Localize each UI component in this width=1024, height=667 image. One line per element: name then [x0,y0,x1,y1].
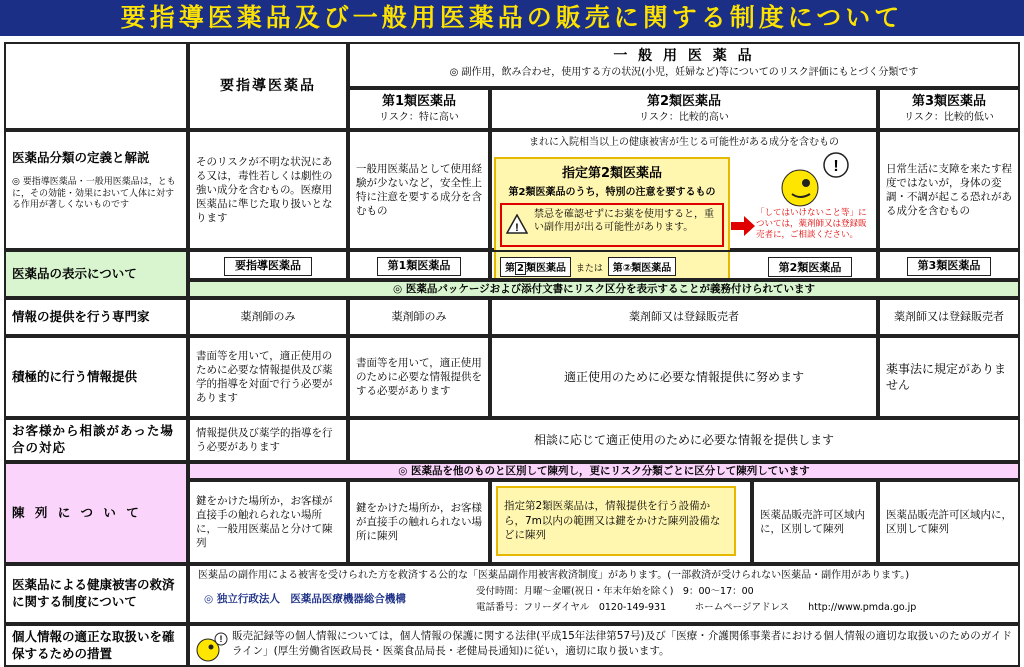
pharmacist-mascot-icon [778,150,858,210]
header-ippan-title: 一 般 用 医 薬 品 [613,48,755,64]
warning-icon [506,214,528,234]
shelf-c2-shitei: 指定第2類医薬品は，情報提供を行う設備から，7m以内の範囲又は鍵をかけた陳列設備などに陳列 [496,486,736,556]
definition-c3: 日常生活に支障を来たす程度ではないが，身体の変調・不調が起こる恐れがある成分を含むもの [878,130,1020,250]
header-ippan-note: ◎ 副作用，飲み合わせ，使用する方の状況(小児，妊婦など)等についてのリスク評価にもとづく分類です [449,66,919,78]
badge-c1: 第1類医薬品 [377,257,462,276]
header-c1-name: 第1類医薬品 [381,94,457,109]
shelf-c1: 鍵をかけた場所か，お客様が直接手の触れられない場所に陳列 [348,480,490,564]
display-c3 [878,250,1020,280]
display-youshidou [188,250,348,280]
active-info-youshidou: 書面等を用いて，適正使用のために必要な情報提供及び薬学的指導を対面で行う必要があります [188,336,348,418]
shelf-label: 陳 列 に つ い て [4,462,188,564]
active-info-c3: 薬事法に規定がありません [878,336,1020,418]
header-c3-risk: リスク：比較的低い [904,111,994,123]
consult-label: お客様から相談があった場合の対応 [4,418,188,462]
relief-hours: 受付時間：月曜～金曜(祝日・年末年始を除く) 9：00～17：00 [476,586,754,597]
shitei-sub: 第2類医薬品のうち，特別の注意を要するもの [508,187,716,198]
definition-youshidou: そのリスクが不明な状況にある又は，毒性若しくは劇性の強い成分を含むもの。医療用医薬品に準じた取り扱いとなります [188,130,348,250]
arrow-right-icon [731,216,755,236]
expert-c1: 薬剤師のみ [348,298,490,336]
header-ippan [348,42,1020,88]
header-c2 [490,88,878,130]
display-note: ◎ 医薬品パッケージおよび添付文書にリスク区分を表示することが義務付けられています [188,280,1020,298]
header-c3 [878,88,1020,130]
expert-youshidou: 薬剤師のみ [188,298,348,336]
svg-text:!: ! [515,222,519,234]
relief-label: 医薬品による健康被害の救済に関する制度について [4,564,188,624]
shelf-c2: 医薬品販売許可区域内に，区別して陳列 [752,480,878,564]
definition-c2-top: まれに入院相当以上の健康被害が生じる可能性がある成分を含むもの [529,137,839,148]
privacy-label: 個人情報の適正な取扱いを確保するための措置 [4,624,188,667]
expert-label: 情報の提供を行う専門家 [4,298,188,336]
definition-note: ◎ 要指導医薬品・一般用医薬品は，ともに，その効能・効果において人体に対する作用が著しくないものです [12,176,176,211]
consult-youshidou: 情報提供及び薬学的指導を行う必要があります [188,418,348,462]
header-c2-name: 第2類医薬品 [646,94,722,109]
definition-label: 医薬品分類の定義と解説 [12,150,150,165]
relief-phone: 電話番号：フリーダイヤル 0120-149-931 ホームページアドレス http://www.pmda.go.jp [476,602,917,613]
header-c3-name: 第3類医薬品 [911,94,987,109]
svg-text:!: ! [219,634,223,644]
active-info-c2: 適正使用のために必要な情報提供に努めます [490,336,878,418]
header-youshidou: 要指導医薬品 [188,42,348,130]
shelf-c3: 医薬品販売許可区域内に，区別して陳列 [878,480,1020,564]
badge-shitei-a-mark: 2 [517,263,524,274]
privacy-cell [188,624,1020,667]
privacy-text: 販売記録等の個人情報については，個人情報の保護に関する法律(平成15年法律第57号)及び「医療・介護関係事業者における個人情報の適切な取扱いのためのガイドライン」(厚生労働省医政局長・医薬食品局長・老健局長通知)に従い，適切に取り扱います。 [232,630,1012,658]
matawa-text: または [575,264,603,274]
shelf-youshidou: 鍵をかけた場所か，お客様が直接手の触れられない場所に，一般用医薬品と分けて陳列 [188,480,348,564]
mascot-small-icon [196,631,228,663]
definition-c1: 一般用医薬品として使用経験が少ないなど，安全性上特に注意を要する成分を含むもの [348,130,490,250]
shitei-warn-text: 禁忌を確認せずにお薬を使用すると，重い副作用が出る可能性があります。 [534,209,714,233]
badge-shitei-a-rest: 類医薬品 [525,263,566,274]
relief-text: 医薬品の副作用による被害を受けられた方を救済する公的な「医薬品副作用被害救済制度」があります。(一部救済が受けられない医薬品・副作用があります。) [198,570,910,581]
active-info-label: 積極的に行う情報提供 [4,336,188,418]
badge-youshidou: 要指導医薬品 [224,257,312,276]
expert-c2: 薬剤師又は登録販売者 [490,298,878,336]
shelf-note: ◎ 医薬品を他のものと区別して陳列し，更にリスク分類ごとに区分して陳列しています [188,462,1020,480]
display-c2-plain [746,256,874,277]
shitei-title: 指定第2類医薬品 [561,166,663,181]
display-shitei-badges [500,257,726,277]
red-consult-note: 「してはいけないこと等」については，薬剤師又は登録販売者に，ご相談ください。 [756,208,867,241]
badge-shitei-a: 第 2 類医薬品 [500,257,571,277]
expert-c3: 薬剤師又は登録販売者 [878,298,1020,336]
svg-text:!: ! [833,158,839,175]
active-info-c1: 書面等を用いて，適正使用のために必要な情報提供をする必要があります [348,336,490,418]
badge-shitei-b: 第②類医薬品 [608,257,676,276]
header-c2-risk: リスク：比較的高い [639,111,729,123]
shitei-warn-box [500,203,724,247]
header-c1-risk: リスク：特に高い [379,111,459,123]
relief-cell [188,564,1020,624]
display-c1 [348,250,490,280]
consult-rest: 相談に応じて適正使用のために必要な情報を提供します [348,418,1020,462]
badge-c2: 第2類医薬品 [768,257,853,277]
page-title: 要指導医薬品及び一般用医薬品の販売に関する制度について [0,0,1024,36]
badge-c3: 第3類医薬品 [907,257,992,276]
header-empty-cell [4,42,188,130]
display-label: 医薬品の表示について [4,250,188,298]
definition-label-cell [4,130,188,250]
header-c1 [348,88,490,130]
relief-org: ◎ 独立行政法人 医薬品医療機器総合機構 [204,593,406,605]
